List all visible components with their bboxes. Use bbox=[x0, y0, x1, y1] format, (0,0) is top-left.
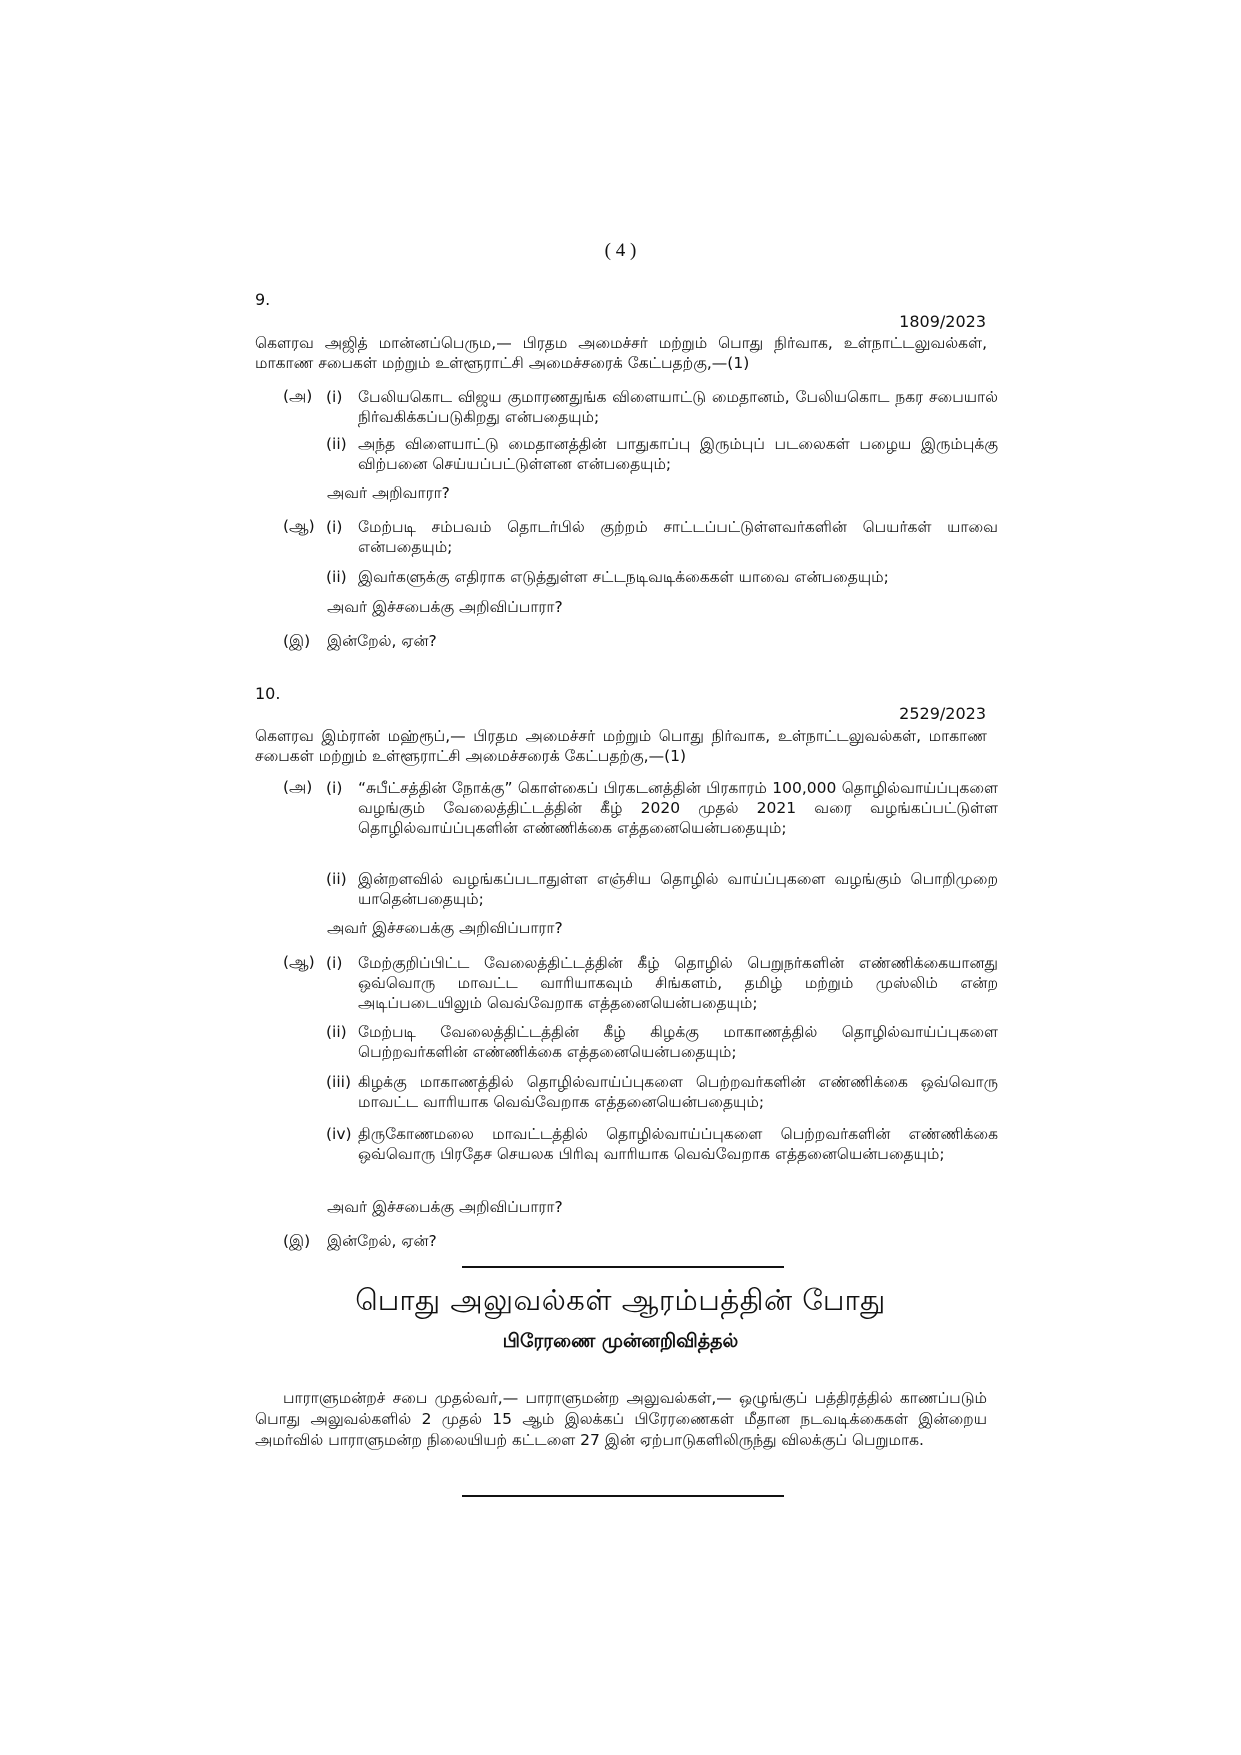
sub-item-text: மேற்படி வேலைத்திட்டத்தின் கீழ் கிழக்கு மாகாணத்தில் தொழில்வாய்ப்புகளை பெற்றவர்களின் எண்ணிக்கை எத்தனையென்பதையும்; bbox=[358, 1023, 998, 1061]
part-label: (இ) bbox=[283, 632, 311, 650]
part-closing: அவர் இச்சபைக்கு அறிவிப்பாரா? bbox=[327, 1198, 563, 1216]
part-text: இன்றேல், ஏன்? bbox=[327, 1232, 437, 1250]
part-closing: அவர் அறிவாரா? bbox=[327, 484, 450, 502]
sub-item bbox=[326, 567, 998, 589]
page-number: ( 4 ) bbox=[604, 240, 637, 261]
sub-item bbox=[326, 387, 998, 429]
question-number: 9. bbox=[255, 290, 271, 309]
sub-item bbox=[326, 1022, 998, 1064]
part-label: (அ) bbox=[283, 387, 313, 405]
sub-item-text: திருகோணமலை மாவட்டத்தில் தொழில்வாய்ப்புகளை பெற்றவர்களின் எண்ணிக்கை ஒவ்வொரு பிரதேச செயலக பிரிவு வாரியாக வெவ்வேறாக எத்தனையென்பதையும்; bbox=[358, 1125, 998, 1163]
question-reference: 2529/2023 bbox=[899, 704, 986, 723]
sub-item-text: இவர்களுக்கு எதிராக எடுத்துள்ள சட்டநடிவடிக்கைகள் யாவை என்பதையும்; bbox=[358, 568, 889, 586]
roman-numeral: (i) bbox=[326, 388, 343, 406]
roman-numeral: (ii) bbox=[326, 435, 347, 453]
roman-numeral: (ii) bbox=[326, 870, 347, 888]
sub-item-text: கிழக்கு மாகாணத்தில் தொழில்வாய்ப்புகளை பெற்றவர்களின் எண்ணிக்கை ஒவ்வொரு மாவட்ட வாரியாக வெவ்வேறாக எத்தனையென்பதையும்; bbox=[358, 1073, 998, 1111]
sub-item-text: “சுபீட்சத்தின் நோக்கு” கொள்கைப் பிரகடனத்தின் பிரகாரம் 100,000 தொழில்வாய்ப்புகளை வழங்கும் வேலைத்திட்டத்தின் கீழ் 2020 முதல் 2021 வரை வழங்கப்பட்டுள்ள தொழில்வாய்ப்புகளின் எண்ணிக்கை எத்தனையென்பதையும்; bbox=[358, 779, 998, 837]
sub-item bbox=[326, 434, 998, 476]
question-number: 10. bbox=[255, 684, 281, 703]
sub-item-text: மேற்குறிப்பிட்ட வேலைத்திட்டத்தின் கீழ் தொழில் பெறுநர்களின் எண்ணிக்கையானது ஒவ்வொரு மாவட்ட வாரியாகவும் சிங்களம், தமிழ் மற்றும் முஸ்லிம் என்ற அடிப்படையிலும் வெவ்வேறாக எத்தனையென்பதையும்; bbox=[358, 954, 998, 1012]
part-label: (இ) bbox=[283, 1232, 311, 1250]
sub-item bbox=[326, 1124, 998, 1186]
sub-item-text: அந்த விளையாட்டு மைதானத்தின் பாதுகாப்பு இரும்புப் படலைகள் பழைய இரும்புக்கு விற்பனை செய்யப்பட்டுள்ளன என்பதையும்; bbox=[358, 435, 998, 473]
question-intro: கௌரவ அஜித் மான்னப்பெரும,— பிரதம அமைச்சர் மற்றும் பொது நிர்வாக, உள்நாட்டலுவல்கள், மாகாண சபைகள் மற்றும் உள்ளூராட்சி அமைச்சரைக் கேட்பதற்கு,—(1) bbox=[255, 334, 987, 372]
roman-numeral: (i) bbox=[326, 954, 343, 972]
roman-numeral: (iv) bbox=[326, 1125, 352, 1143]
roman-numeral: (i) bbox=[326, 779, 343, 797]
section-subheading: பிரேரணை முன்னறிவித்தல் bbox=[502, 1330, 739, 1352]
roman-numeral: (iii) bbox=[326, 1073, 352, 1091]
roman-numeral: (ii) bbox=[326, 1023, 347, 1041]
part-closing: அவர் இச்சபைக்கு அறிவிப்பாரா? bbox=[327, 919, 563, 937]
sub-item-text: பேலியகொட விஜய குமாரணதுங்க விளையாட்டு மைதானம், பேலியகொட நகர சபையால் நிர்வகிக்கப்படுகிறது என்பதையும்; bbox=[358, 388, 998, 426]
roman-numeral: (i) bbox=[326, 518, 343, 536]
part-closing: அவர் இச்சபைக்கு அறிவிப்பாரா? bbox=[327, 598, 563, 616]
part-label: (ஆ) bbox=[283, 953, 315, 971]
motion-paragraph bbox=[255, 1388, 987, 1451]
section-heading: பொது அலுவல்கள் ஆரம்பத்தின் போது bbox=[355, 1283, 886, 1317]
roman-numeral: (ii) bbox=[326, 568, 347, 586]
question-intro: கௌரவ இம்ரான் மஹ்ரூப்,— பிரதம அமைச்சர் மற்றும் பொது நிர்வாக, உள்நாட்டலுவல்கள், மாகாண சபைகள் மற்றும் உள்ளூராட்சி அமைச்சரைக் கேட்பதற்கு,—(1) bbox=[255, 727, 987, 765]
sub-item bbox=[326, 1072, 998, 1114]
motion-paragraph-text: பாராளுமன்றச் சபை முதல்வர்,— பாராளுமன்ற அலுவல்கள்,— ஒழுங்குப் பத்திரத்தில் காணப்படும் பொது அலுவல்களில் 2 முதல் 15 ஆம் இலக்கப் பிரேரணைகள் மீதான நடவடிக்கைகள் இன்றைய அமர்வில் பாராளுமன்ற நிலையியற் கட்டளை 27 இன் ஏற்பாடுகளிலிருந்து விலக்குப் பெறுமாக. bbox=[255, 1389, 987, 1449]
section-divider bbox=[462, 1266, 784, 1268]
sub-item bbox=[326, 869, 998, 911]
sub-item bbox=[326, 778, 998, 860]
part-label: (ஆ) bbox=[283, 517, 315, 535]
sub-item bbox=[326, 517, 998, 559]
part-text: இன்றேல், ஏன்? bbox=[327, 632, 437, 650]
sub-item-text: மேற்படி சம்பவம் தொடர்பில் குற்றம் சாட்டப்பட்டுள்ளவர்களின் பெயர்கள் யாவை என்பதையும்; bbox=[358, 518, 998, 556]
sub-item bbox=[326, 953, 998, 1015]
sub-item-text: இன்றளவில் வழங்கப்படாதுள்ள எஞ்சிய தொழில் வாய்ப்புகளை வழங்கும் பொறிமுறை யாதென்பதையும்; bbox=[358, 870, 998, 908]
section-divider bbox=[462, 1495, 784, 1497]
question-reference: 1809/2023 bbox=[899, 312, 986, 331]
part-label: (அ) bbox=[283, 778, 313, 796]
